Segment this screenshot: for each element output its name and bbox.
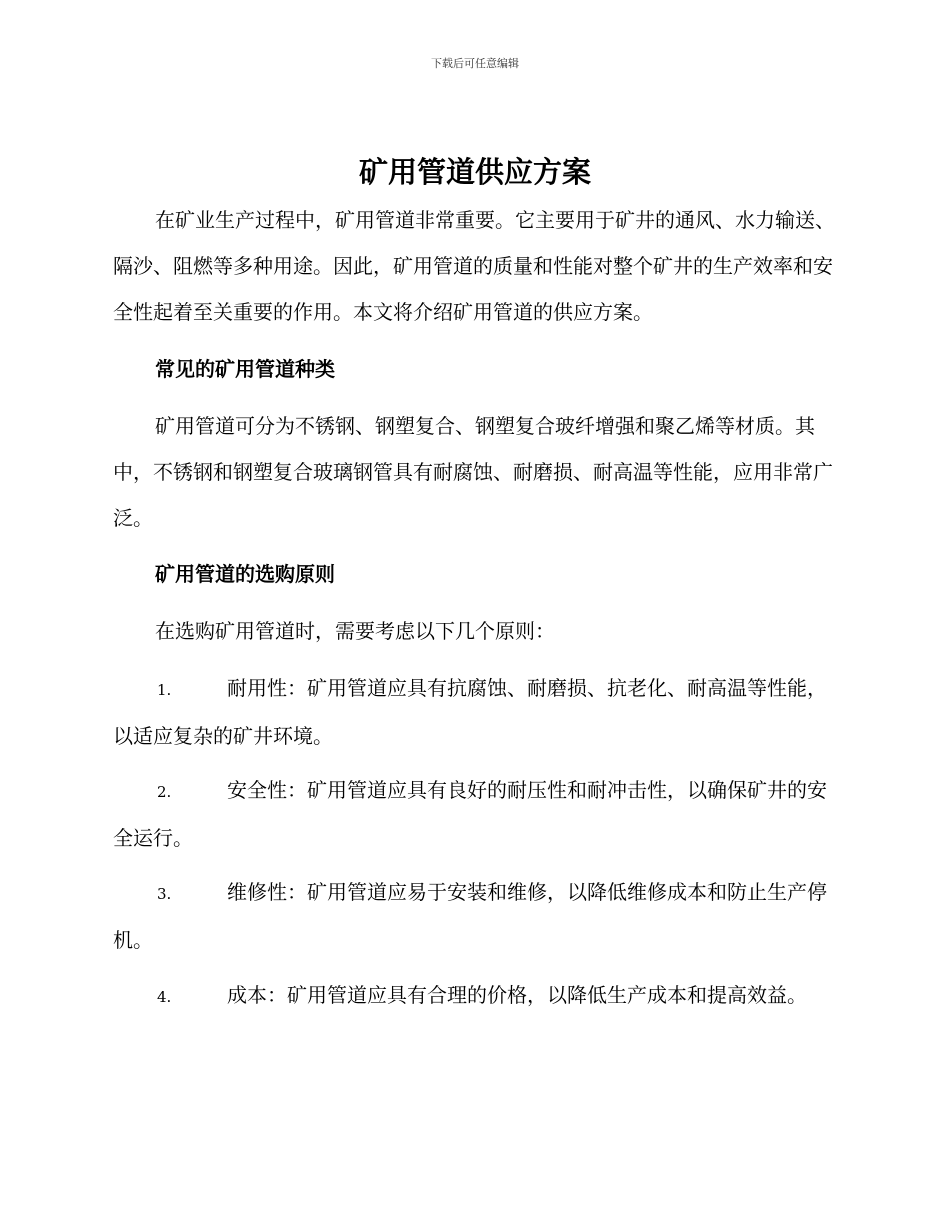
- list-item: [113, 665, 835, 759]
- list-item: [113, 767, 835, 861]
- list-item-number: 4.: [157, 988, 172, 1006]
- section-heading-pipe-types: 常见的矿用管道种类: [155, 357, 335, 381]
- list-item-text: 安全性：矿用管道应具有良好的耐压性和耐冲击性，以确保矿井的安全运行。: [113, 778, 827, 850]
- list-item-text: 维修性：矿用管道应易于安装和维修，以降低维修成本和防止生产停机。: [113, 880, 827, 952]
- list-item: [113, 869, 835, 963]
- list-item: [113, 972, 835, 1020]
- document-title: 矿用管道供应方案: [358, 155, 591, 189]
- list-item-text: 耐用性：矿用管道应具有抗腐蚀、耐磨损、抗老化、耐高温等性能，以适应复杂的矿井环境。: [113, 676, 827, 748]
- list-item-number: 2.: [157, 783, 172, 801]
- section-heading-selection-principles: 矿用管道的选购原则: [155, 562, 335, 586]
- selection-lead-paragraph: 在选购矿用管道时，需要考虑以下几个原则：: [155, 619, 555, 643]
- list-item-text: 成本：矿用管道应具有合理的价格，以降低生产成本和提高效益。: [227, 983, 807, 1007]
- list-item-number: 3.: [157, 885, 172, 903]
- page-header-note: 下载后可任意编辑: [431, 57, 519, 70]
- intro-paragraph: 在矿业生产过程中，矿用管道非常重要。它主要用于矿井的通风、水力输送、隔沙、阻燃等多种用途。因此，矿用管道的质量和性能对整个矿井的生产效率和安全性起着至关重要的作用。本文将介绍矿用管道的供应方案。: [113, 208, 835, 324]
- list-item-number: 1.: [157, 681, 172, 699]
- pipe-types-paragraph: 矿用管道可分为不锈钢、钢塑复合、钢塑复合玻纤增强和聚乙烯等材质。其中，不锈钢和钢塑复合玻璃钢管具有耐腐蚀、耐磨损、耐高温等性能，应用非常广泛。: [113, 414, 833, 530]
